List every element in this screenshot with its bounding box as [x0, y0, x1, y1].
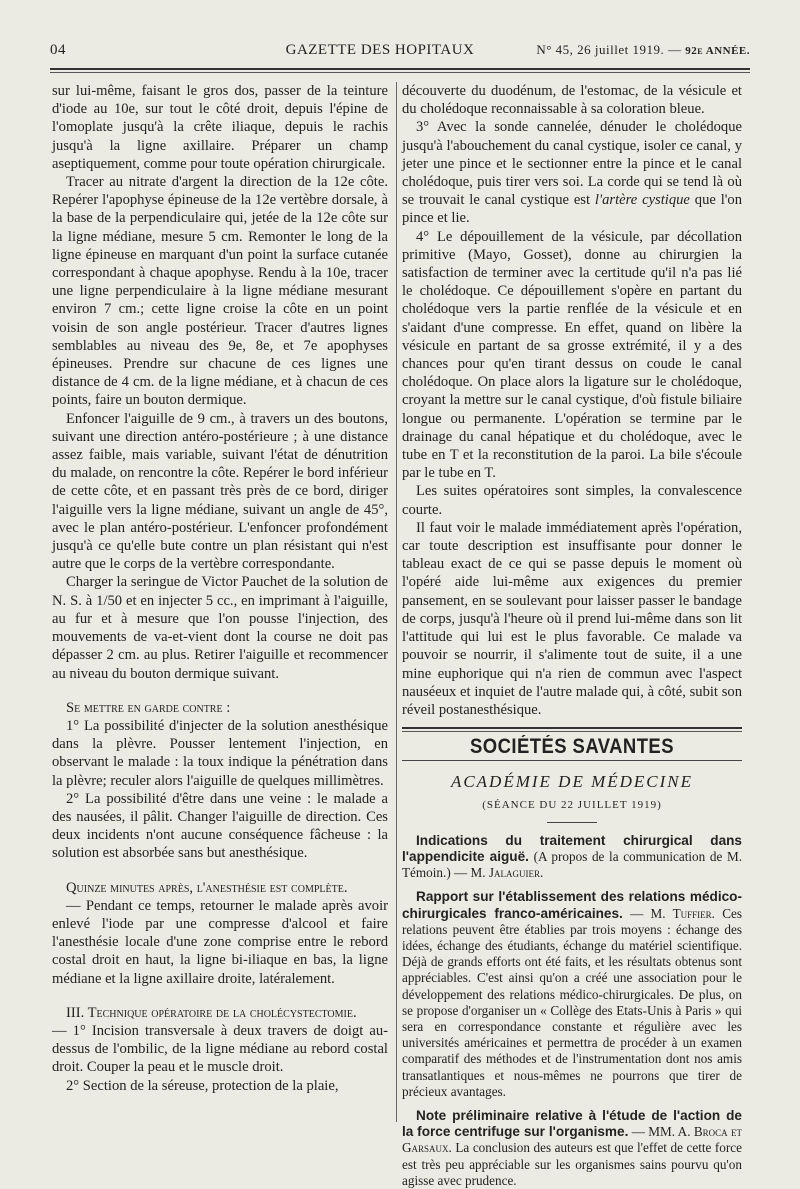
section-heading: Quinze minutes après, l'anesthésie est complète.	[66, 879, 348, 896]
paragraph: 2° Section de la séreuse, protection de la plaie,	[66, 1077, 339, 1094]
paragraph: Charger la seringue de Victor Pauchet de la solution de N. S. à 1/50 et en injecter 5 cc., en imprimant à l'aiguille, au fur et à mesure que l'on pousse l'injection, des mouvements de va-et-vient dont la course ne doit pas dépasser 2 cm. au plus. Retirer l'aiguille et recommencer au niveau du bouton dermique suivant.	[52, 574, 388, 682]
paragraph: 4° Le dépouillement de la vésicule, par décollation primitive (Mayo, Gosset), donne au chirurgien la satisfaction de terminer avec la certitude qu'il n'a pas lié le cholédoque. Ce dépouillement s'opère en partant du cholédoque vers la partie renflée de la vésicule et en s'aidant d'une compresse. En effet, quand on libère la vésicule en partant de sa grosse extrémité, il y a des chances pour qu'en tirant dessus on coude le canal cholédoque. On place alors la ligature sur le cholédoque, croyant la mettre sur le canal cystique, d'où fistule biliaire longue ou permanente. L'opération se termine par le drainage du canal hépatique et du cholédoque, avec le tube en T et la reconstitution de la paroi. La bile s'écoule par le tube en T.	[402, 228, 742, 482]
page-number: 04	[50, 42, 66, 58]
paragraph: 3° Avec la sonde cannelée, dénuder le cholédoque jusqu'à l'abouchement du canal cystique, isoler ce canal, y jeter une pince et le sectionner entre la pince et le canal cholédoque, puis tirer vers soi. La corde qui se tend là où se trouvait le canal cystique est l'artère cystique que l'on pince et lie.	[402, 119, 742, 227]
journal-title: GAZETTE DES HOPITAUX	[285, 42, 475, 58]
italic-term: l'artère cystique	[594, 192, 690, 209]
paragraph: — Pendant ce temps, retourner le malade après avoir enlevé l'iode par une compresse d'alcool et faire l'anesthésie locale d'une zone comprise entre le rebord costal droit en haut, la ligne bi-iliaque en bas, la ligne médiane et la ligne axillaire droite, latéralement.	[52, 897, 388, 987]
session-date: (SÉANCE DU 22 JUILLET 1919)	[482, 798, 662, 811]
page-header	[50, 42, 750, 64]
academy-heading: ACADÉMIE DE MÉDECINE	[450, 772, 694, 792]
issue-date: N° 45, 26 juillet 1919. —	[536, 42, 686, 57]
issue-year: 92e ANNÉE.	[685, 45, 750, 57]
paragraph: Il faut voir le malade immédiatement après l'opération, car toute description est insuffisante pour donner le tableau exact de ce qui se passe depuis le moment où l'opéré aide lui-même aux exigences du premier pansement, en se soulevant pour laisser passer le bandage de corps, jusqu'à l'heure où il prend lui-même dans son lit l'attitude qui lui est le plus favorable. Ce malade va pouvoir se nourrir, il s'alimente tout de suite, il a une mine euphorique qui n'a rien de commun avec l'aspect nauséeux et inquiet de l'autre malade qui, à côté, subit son réveil postanesthésique.	[402, 519, 742, 718]
paragraph: — 1° Incision transversale à deux travers de doigt au-dessus de l'ombilic, de la ligne médiane au rebord costal droit. Couper la peau et le muscle droit.	[52, 1022, 388, 1076]
header-rule-thin	[50, 72, 750, 73]
proceedings	[402, 833, 742, 1189]
paragraph: sur lui-même, faisant le gros dos, passer de la teinture d'iode au 10e, sur tout le côté droit, depuis l'épine de l'omoplate jusqu'à la crête iliaque, depuis le rachis jusqu'à la ligne axillaire. Préparer un champ aseptiquement, comme pour toute opération chirurgicale.	[52, 83, 388, 172]
section-rule	[402, 760, 742, 761]
section-title: SOCIÉTÉS SAVANTES	[470, 735, 674, 759]
proceeding-item: Note préliminaire relative à l'étude de l'action de la force centrifuge sur l'organisme. — MM. A. Broca et Garsaux. La conclusion des auteurs est que l'effet de cette force est très peu appréciable sur les organismes sains pourvu qu'on agisse avec prudence.	[402, 1107, 743, 1188]
section-separator	[402, 727, 742, 732]
column-divider	[396, 82, 397, 1122]
short-rule	[547, 822, 597, 823]
section-heading: Se mettre en garde contre :	[66, 699, 231, 716]
proceeding-item: Indications du traitement chirurgical dans l'appendicite aiguë. (A propos de la communication de M. Témoin.) — M. Jalaguier.	[402, 832, 742, 881]
left-column	[52, 82, 388, 1095]
paragraph: 1° La possibilité d'injecter de la solution anesthésique dans la plèvre. Pousser lentement l'injection, en observant le malade : la toux indique la pénétration dans la plèvre; reculer alors l'aiguille de quelques millimètres.	[52, 717, 388, 789]
header-rule	[50, 68, 750, 70]
paragraph: Enfoncer l'aiguille de 9 cm., à travers un des boutons, suivant une direction antéro-postérieure ; à une distance assez faible, mais variable, suivant l'état de dénutrition du malade, on rencontre la côte. Repérer le bord inférieur de cette côte, et en passant très près de ce bord, diriger l'aiguille vers la ligne médiane, suivant un angle de 45°, avec le plan antéro-postérieur. L'enfoncer profondément jusqu'à ce qu'elle bute contre un plan résistant qui n'est autre que le corps de la vertèbre correspondante.	[52, 410, 388, 573]
section-heading: III. Technique opératoire de la cholécystectomie.	[66, 1004, 357, 1021]
proceeding-item: Rapport sur l'établissement des relations médico-chirurgicales franco-américaines. — M. Tuffier. Ces relations peuvent être établies par trois moyens : échange des idées, échange des étudiants, échange du matériel scientifique. Déjà de grands efforts ont été faits, et les résultats obtenus sont appréciables. C'est ainsi qu'on a créé une association pour le développement des relations médico-chirurgicales. De plus, on se propose d'organiser un « Collège des Etats-Unis à Paris » qui sera en correspondance constante et régulière avec les universités américaines et permettra de procéder à un examen comparatif des méthodes et de l'instrumentation dont nos amis transatlantiques et nous-mêmes ne pourrons que tirer de précieux avantages.	[402, 889, 742, 1099]
paragraph: découverte du duodénum, de l'estomac, de la vésicule et du cholédoque reconnaissable à sa coloration bleue.	[402, 83, 742, 118]
right-column	[402, 82, 742, 1189]
issue-info	[536, 42, 750, 58]
paragraph: Tracer au nitrate d'argent la direction de la 12e côte. Repérer l'apophyse épineuse de la 12e vertèbre dorsale, à la base de la perpendiculaire qui, jetée de la 12e côte sur la ligne médiane, mesure 5 cm. Remonter le long de la ligne épineuse en marquant d'un point la surface cutanée correspondant à chaque apophyse. Rendu à la 10e, tracer une ligne perpendiculaire à la ligne médiane mesurant environ 7 cm.; cette ligne croise la côte en un point voisin de son angle postérieur. Tracer d'autres lignes semblables au niveau des 9e, 8e, et 7e apophyses épineuses. Prendre sur chacune de ces lignes une distance de 4 cm. de la ligne médiane, et à chacun de ces points, faire un bouton dermique.	[52, 174, 388, 409]
paragraph: Les suites opératoires sont simples, la convalescence courte.	[402, 483, 742, 518]
paragraph: 2° La possibilité d'être dans une veine : le malade a des nausées, il pâlit. Changer l'aiguille de direction. Ces deux incidents n'ont aucune conséquence fâcheuse : la solution est absorbée sans but anesthésique.	[52, 790, 388, 862]
